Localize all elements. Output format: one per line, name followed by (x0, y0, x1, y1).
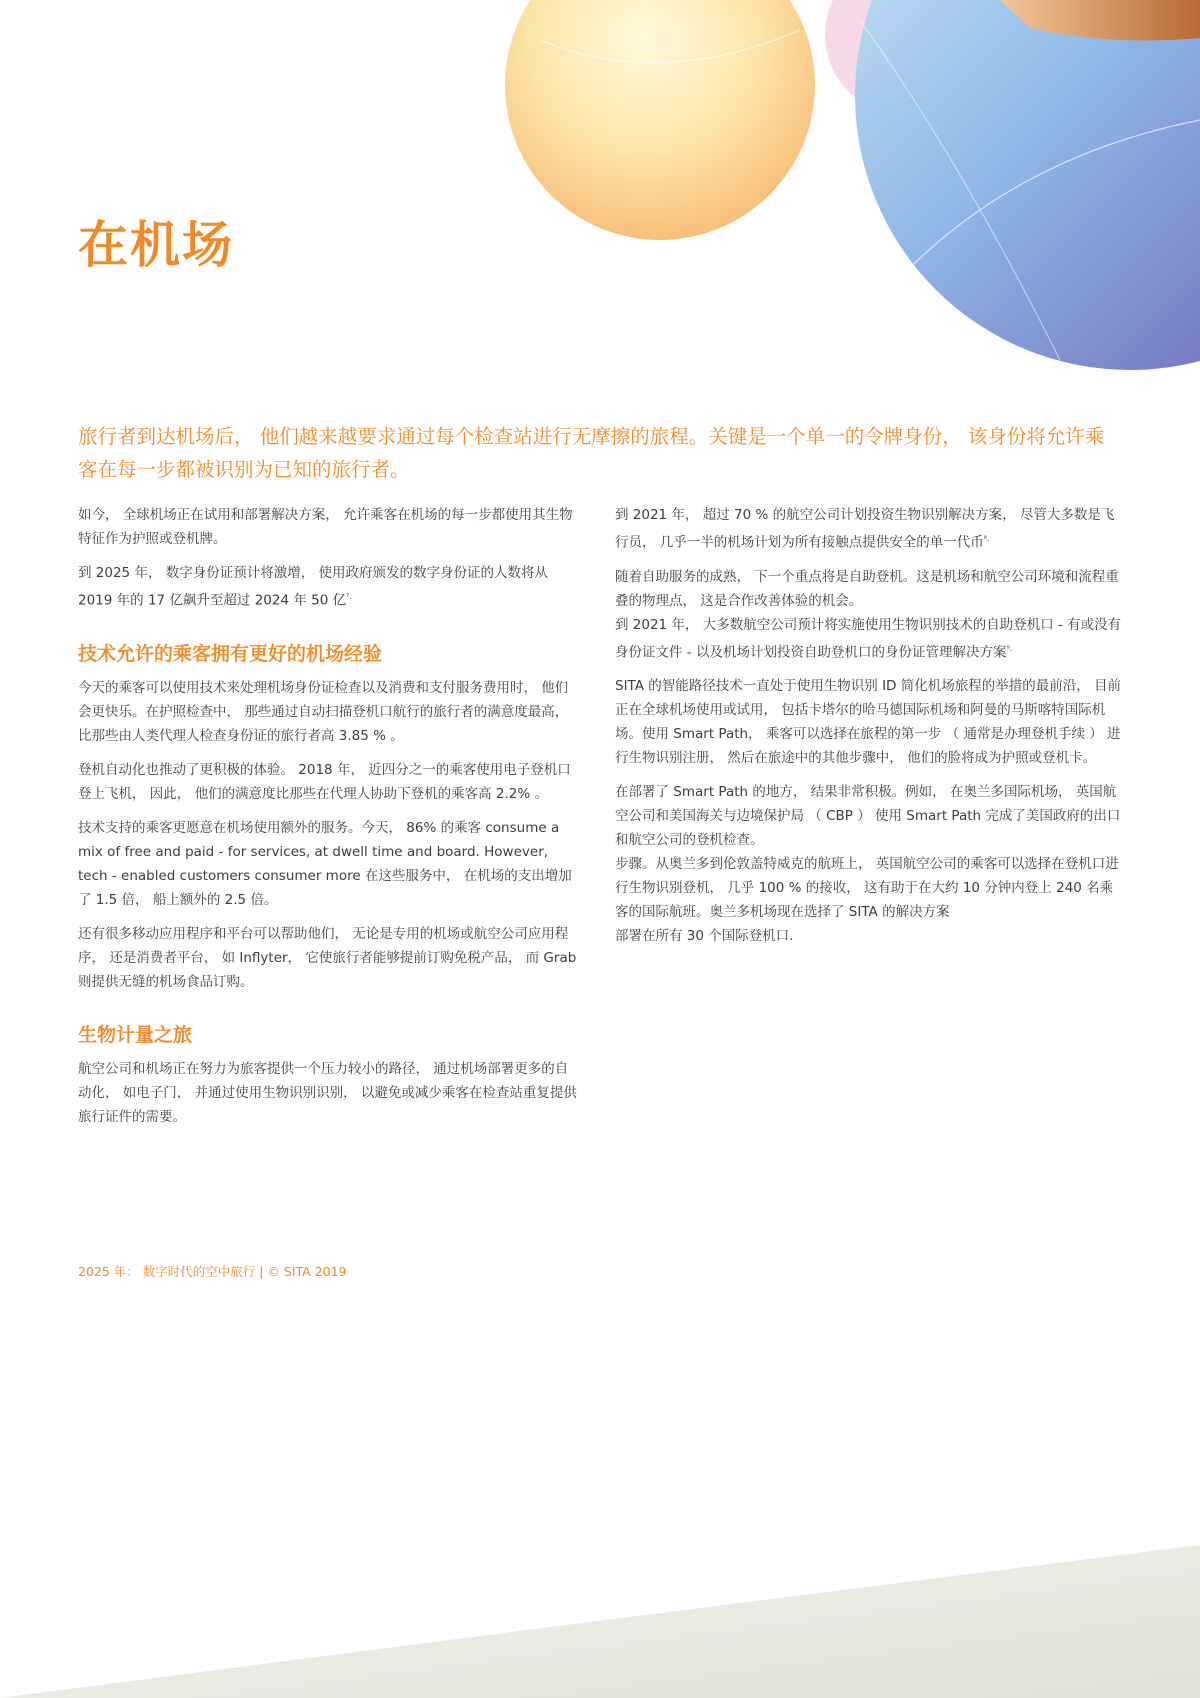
body-paragraph: 航空公司和机场正在努力为旅客提供一个压力较小的路径， 通过机场部署更多的自动化， 如电子门， 并通过使用生物识别识别， 以避免或减少乘客在检查站重复提供旅行证件的需要。 (78, 1060, 577, 1125)
footnote-ref: ⁹. (1006, 643, 1013, 653)
body-paragraph: SITA 的智能路径技术一直处于使用生物识别 ID 简化机场旅程的举措的最前沿， 目前正在全球机场使用或试用， 包括卡塔尔的哈马德国际机场和阿曼的马斯喀特国际机场。使用 Smart Path， 乘客可以选择在旅程的第一步 （ 通常是办理登机手续 ） 进行生物识别注册， 然后在旅途中的其他步骤中， 他们的脸将成为护照或登机卡。 (615, 678, 1122, 766)
footnote-ref: ⁷. (346, 592, 352, 601)
blue-sphere (855, 0, 1200, 370)
body-paragraph: 部署在所有 30 个国际登机口. (615, 928, 794, 944)
body-paragraph: 步骤。从奥兰多到伦敦盖特威克的航班上， 英国航空公司的乘客可以选择在登机口进行生物识别登机， 几乎 100 % 的接收， 这有助于在大约 10 分钟内登上 240 名乘客的国际航班。奥兰多机场现在选择了 SITA 的解决方案 (615, 856, 1119, 920)
body-paragraph: 还有很多移动应用程序和平台可以帮助他们， 无论是专用的机场或航空公司应用程序， 还是消费者平台， 如 Inflyter， 它使旅行者能够提前订购免税产品， 而 Grab 则提供无缝的机场食品订购。 (78, 925, 577, 990)
right-column (615, 503, 1125, 958)
lead-paragraph: 旅行者到达机场后， 他们越来越要求通过每个检查站进行无摩擦的旅程。关键是一个单一的令牌身份， 该身份将允许乘客在每一步都被识别为已知的旅行者。 (78, 425, 1105, 481)
page-footer: 2025 年： 数字时代的空中旅行 | © SITA 2019 (78, 1264, 347, 1279)
body-paragraph: 今天的乘客可以使用技术来处理机场身份证检查以及消费和支付服务费用时， 他们会更快乐。在护照检查中， 那些通过自动扫描登机口航行的旅行者的满意度最高， 比那些由人类代理人检查身份证的旅行者高 3.85 % 。 (78, 679, 569, 744)
body-paragraph: 到 2021 年， 超过 70 % 的航空公司计划投资生物识别解决方案， 尽管大多数是飞行员， 几乎一半的机场计划为所有接触点提供安全的单一代币$^{^8.}$ (615, 507, 1115, 551)
intro-paragraph: 到 2025 年， 数字身份证预计将激增， 使用政府颁发的数字身份证的人数将从 2019 年的 17 亿飙升至超过 2024 年 50 亿$^{^7.}$ (78, 565, 549, 609)
left-column (78, 503, 578, 1139)
body-paragraph: 登机自动化也推动了更积极的体验。 2018 年， 近四分之一的乘客使用电子登机口登上飞机， 因此， 他们的满意度比那些在代理人协助下登机的乘客高 2.2% 。 (78, 761, 571, 802)
body-paragraph: 随着自助服务的成熟， 下一个重点将是自助登机。这是机场和航空公司环境和流程重叠的物理点， 这是合作改善体验的机会。 (615, 568, 1119, 609)
page-title: 在机场 (78, 215, 234, 274)
grey-floor-shape (0, 1545, 1200, 1698)
footnote-ref: ⁸. (983, 534, 990, 543)
body-paragraph: 技术支持的乘客更愿意在机场使用额外的服务。今天， 86% 的乘客 consume a mix of free and paid - for services, at dwell time and board. However, tech - enabled customers consumer more 在这些服务中， 在机场的支出增加了 1.5 倍， 船上额外的 2.5 倍。 (78, 819, 572, 908)
section-heading: 技术允许的乘客拥有更好的机场经验 (78, 642, 383, 665)
body-paragraph: 到 2021 年， 大多数航空公司预计将实施使用生物识别技术的自助登机口 - 有或没有身份证文件 - 以及机场计划投资自助登机口的身份证管理解决方案$^{^9.}$ (615, 616, 1122, 660)
pink-sphere (825, 0, 985, 115)
brown-sphere (1000, 0, 1200, 40)
intro-paragraph: 如今， 全球机场正在试用和部署解决方案， 允许乘客在机场的每一步都使用其生物特征作为护照或登机牌。 (78, 507, 573, 547)
section-heading: 生物计量之旅 (78, 1023, 193, 1046)
body-paragraph: 在部署了 Smart Path 的地方， 结果非常积极。例如， 在奥兰多国际机场， 英国航空公司和美国海关与边境保护局 （ CBP ） 使用 Smart Path 完成了美国政府的出口和航空公司的登机检查。 (615, 784, 1121, 848)
yellow-sphere (505, 0, 815, 240)
